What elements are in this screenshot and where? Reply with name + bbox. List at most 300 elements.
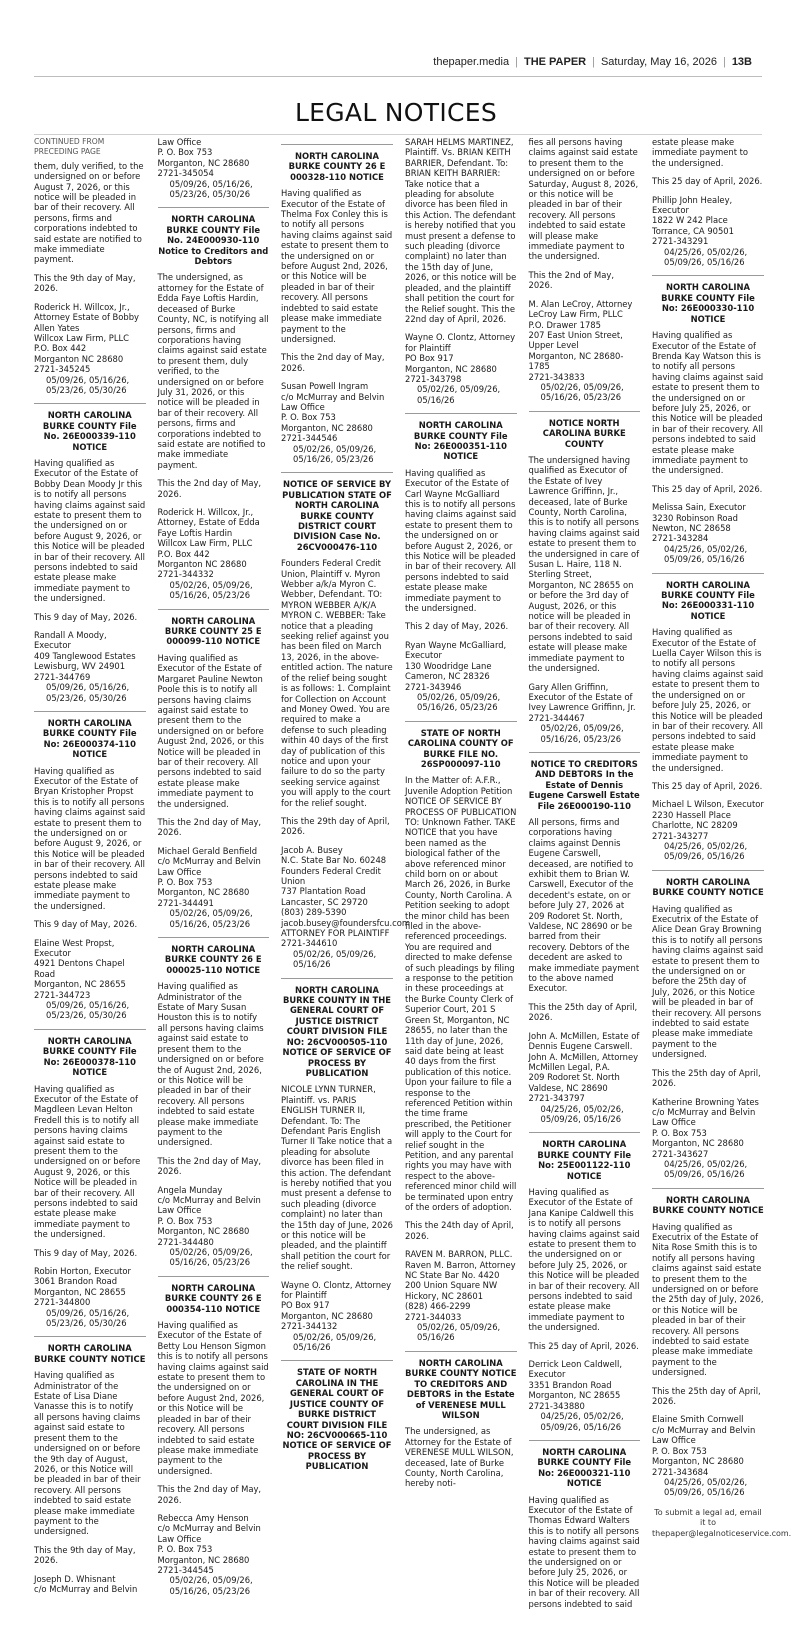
signature-line: Morganton, NC 28680 [157, 1226, 250, 1237]
signature-line: 3351 Brandon Road [528, 1379, 612, 1390]
legal-notice [652, 877, 764, 1180]
signature-line: 2721-344723 [34, 989, 91, 1000]
notice-date: This the 2nd day of May, 2026. [157, 478, 262, 499]
notice-heading: NORTH CAROLINA BURKE COUNTY File No. 26E000339-110 NOTICE [42, 410, 137, 452]
publication-dates: 04/25/26, 05/02/26, [664, 840, 748, 851]
notice-body: NICOLE LYNN TURNER, Plaintiff. vs. PARIS ENGLISH TURNER II, Defendant. To: The Defendant Paris English Turner II Take notice that a pleading for absolute divorce has been filed in this action. The defendant is hereby notified that you must present a defense to such pleading (divorce complaint) no later than the 15th day of June, 2026 or this notice will be pleaded, and the plaintiff shall petition the court for the relief sought. [281, 1084, 393, 1272]
publication-dates: 05/09/26, 05/16/26 [664, 554, 745, 565]
notice-heading: NORTH CAROLINA BURKE COUNTY File No: 25E001122-110 NOTICE [537, 1139, 632, 1181]
notice-date: This the 2nd day of May, 2026. [157, 1155, 262, 1177]
signature-line: Morganton NC 28680 [34, 353, 124, 364]
signature-line: 2721-343627 [652, 1148, 709, 1159]
legal-notice [405, 1358, 517, 1489]
publication-dates: 05/16/26, 05/23/26 [293, 453, 374, 464]
notice-body: Having qualified as Executrix of the Estate of Nita Rose Smith this is to notify all persons having claims against said estate to present them to the undersigned on or before the 25th day of July, 2026, or this Notice will be pleaded in bar of their recovery. All persons indebted to said estate please make immediate payment to the undersigned. [652, 1221, 764, 1378]
notice-column [281, 137, 411, 1632]
signature-line: Lancaster, SC 29720 [281, 896, 368, 907]
notice-heading: NOTICE TO CREDITORS AND DEBTORS In the Estate of Dennis Eugene Carswell Estate File 26E000190-110 [528, 758, 640, 811]
signature-line: Roderick H. Willcox, Jr., Attorney, Estate of Edda Faye Loftis Hardin [157, 507, 260, 538]
signature-line: Melissa Sain, Executor [652, 502, 746, 513]
notice-body: All persons, firms and corporations having claims against Dennis Eugene Carswell, deceased, are notified to exhibit them to Brian W. Carswell, Executor of the decedent's estate, on or before July 27, 2026 at 209 Rodoret St. North, Valdese, NC 28690 or be barred from their recovery. Debtors of the decedent are asked to make immediate payment to the above named Executor. [528, 816, 640, 994]
signature-line: 2230 Hassell Place [652, 809, 731, 820]
notice-body: Having qualified as Executor of the Estate of Luella Cayer Wilson this is to notify all persons having claims against said estate to present them to the undersigned on or before July 25, 2026, or this Notice will be pleaded in bar of their recovery. All persons indebted to said estate please make immediate payment to the undersigned. [652, 627, 764, 773]
signature-line: 4921 Dentons Chapel Road [34, 958, 125, 979]
signature-line: 130 Woodridge Lane [405, 660, 492, 671]
publication-dates: 05/23/26, 05/30/26 [46, 384, 127, 395]
signature-line: Ryan Wayne McGalliard, Executor [405, 639, 507, 661]
legal-notice [529, 137, 641, 403]
signature-line: Wayne O. Clontz, Attorney for Plaintiff [405, 332, 516, 353]
legal-notice [405, 137, 517, 405]
signature-line: 1822 W 242 Place [652, 215, 728, 226]
signature-line: P. O. Box 753 [157, 147, 213, 158]
notice-divider [529, 1440, 641, 1441]
page-header [0, 56, 752, 74]
publication-dates: 05/09/26, 05/16/26 [540, 1113, 622, 1124]
notice-body: Having qualified as Executor of the Estate of Bryan Kristopher Propst this is to notify all persons having claims against said estate to present them to the undersigned on or before August 9, 2026, or this Notice will be pleaded in bar of their recovery. All persons indebted to said estate please make immediate payment to the undersigned. [34, 765, 146, 911]
signature-line: Charlotte, NC 28209 [652, 820, 738, 831]
signature-line: 737 Plantation Road [281, 886, 366, 897]
notice-body: Having qualified as Executrix of the Estate of Alice Dean Gray Browning this is to notify all persons having claims against said estate to present them to the undersigned on or before the 25th day of July, 2026, or this Notice will be pleaded in bar of their recovery. All persons indebted to said estate please make immediate payment to the undersigned. [652, 903, 764, 1060]
notice-heading: NORTH CAROLINA BURKE COUNTY 26 E 000025-110 NOTICE [164, 944, 262, 975]
publication-dates: 04/25/26, 05/02/26, [540, 1411, 624, 1422]
signature-line: Lewisburg, WV 24901 [34, 661, 126, 672]
notice-divider [405, 413, 517, 414]
notice-body: fies all persons having claims against said estate to present them to the undersigned on or before Saturday, August 8, 2026, or this notice will be pleaded in bar of their recovery. All persons indebted to said estate will please make immediate payment to the undersigned. [528, 137, 639, 262]
signature-line: PO Box 917 [281, 1300, 330, 1311]
signature-line: N.C. State Bar No. 60248 [281, 855, 387, 866]
publication-dates: 05/16/26 [293, 1342, 331, 1353]
legal-notice [158, 1283, 270, 1596]
notice-heading: NORTH CAROLINA BURKE COUNTY 26 E 000328-110 NOTICE [288, 151, 386, 182]
signature-line: 2721-344491 [157, 897, 214, 908]
publication-dates: 05/09/26, 05/16/26, [46, 1000, 130, 1011]
publication-dates: 05/23/26, 05/30/26 [46, 1010, 127, 1021]
publication-dates: 05/02/26, 05/09/26, [169, 1575, 253, 1586]
signature-line: 2721-344132 [281, 1321, 338, 1332]
signature-line: Elaine Smith Cornwell [652, 1414, 744, 1425]
signature-line: c/o McMurray and Belvin [34, 1583, 138, 1594]
notice-date: This 9 day of May, 2026. [34, 611, 138, 622]
legal-notice [529, 759, 641, 1124]
signature-line: jacob.busey@foundersfcu.com [281, 917, 411, 928]
notice-body: Having qualified as Executor of the Estate of Betty Lou Henson Sigmon this is to notify all persons having claims against said estate to present them to the undersigned on or before August 2nd, 2026, or this Notice will be pleaded in bar of their recovery. All persons indebted to said estate please make immediate payment to the undersigned. [157, 1320, 269, 1476]
signature-line: 2721-343880 [528, 1400, 585, 1411]
notice-date: This 25 day of April, 2026. [528, 1340, 639, 1351]
publication-dates: 05/09/26, 05/16/26 [664, 1487, 745, 1498]
publication-dates: 05/16/26, 05/23/26 [169, 1257, 251, 1268]
notice-heading: NORTH CAROLINA BURKE COUNTY NOTICE TO CREDITORS AND DEBTORS in the Estate of VERENESE MULL WILSON [405, 1357, 517, 1420]
legal-notice [405, 420, 517, 713]
notice-body: The undersigned, as Attorney for the Estate of VERENESE MULL WILSON, deceased, late of Burke County, North Carolina, hereby noti- [405, 1426, 514, 1489]
continued-label: CONTINUED FROM PRECEDING PAGE [34, 137, 105, 157]
legal-notice [158, 616, 270, 929]
signature-line: c/o McMurray and Belvin Law Office [652, 1106, 756, 1128]
notice-divider [652, 1188, 764, 1189]
legal-notice [529, 1139, 641, 1432]
signature-line: 2721-344769 [34, 671, 91, 682]
signature-line: Valdese, NC 28690 [528, 1082, 608, 1093]
publication-dates: 05/02/26, 05/09/26, [417, 384, 501, 395]
signature-line: Roderick H. Willcox, Jr., Attorney Estate of Bobby Allen Yates [34, 301, 140, 333]
signature-line: P. O. Box 753 [157, 1215, 213, 1226]
notice-body: Having qualified as Executor of the Estate of Jana Kanipe Caldwell this is to notify all persons having claims against said estate to present them to the undersigned on or before July 25, 2026, or this Notice will be pleaded in bar of their recovery. All persons indebted to said estate please make immediate payment to the undersigned. [528, 1186, 640, 1333]
notice-divider [158, 937, 270, 938]
notice-divider [158, 207, 270, 208]
notice-heading: NORTH CAROLINA BURKE COUNTY File No: 26E000374-110 NOTICE [42, 717, 137, 760]
signature-line: Morganton, NC 28680 [405, 363, 497, 374]
notice-date: This 25 day of April, 2026. [652, 780, 763, 791]
signature-line: 209 Rodoret St. North [528, 1072, 620, 1083]
signature-line: 2721-343277 [652, 830, 709, 841]
signature-line: Randall A Moody, Executor [34, 630, 107, 651]
publication-dates: 05/02/26, 05/09/26, [169, 579, 253, 590]
signature-line: Morganton, NC 28680 [652, 1456, 744, 1467]
signature-line: P.O. Box 442 [34, 343, 87, 354]
signature-line: Elaine West Propst, Executor [34, 937, 115, 959]
header-separator: | [722, 56, 726, 68]
notice-columns [34, 137, 792, 1632]
notice-date: This 25 day of April, 2026. [652, 483, 763, 494]
publication-dates: 05/09/26, 05/16/26, [46, 374, 130, 385]
page-number: 13B [731, 56, 752, 68]
signature-line: Morganton, NC 28680 [157, 887, 250, 898]
publication-dates: 05/02/26, 05/09/26, [540, 723, 624, 734]
legal-notice [652, 282, 764, 564]
signature-line: 2721-344610 [281, 938, 338, 949]
notice-heading: NOTICE OF SERVICE BY PUBLICATION STATE OF NORTH CAROLINA BURKE COUNTY DISTRICT COURT DIVISION Case No. 26CV000476-110 [282, 479, 392, 552]
notice-divider [529, 1132, 641, 1133]
legal-notice [281, 985, 393, 1353]
publication-dates: 05/16/26, 05/23/26 [540, 392, 622, 403]
publication-dates: 05/09/26, 05/16/26 [664, 1169, 745, 1180]
signature-line: (828) 466-2299 [405, 1301, 471, 1312]
notice-heading: NORTH CAROLINA BURKE COUNTY 26 E 000354-110 NOTICE [164, 1282, 262, 1314]
publication-dates: 04/25/26, 05/02/26, [664, 246, 748, 257]
signature-line: Morganton, NC 28655 [528, 1390, 621, 1401]
signature-line: John A. McMillen, Attorney [528, 1051, 639, 1062]
publication-dates: 05/09/26, 05/16/26, [46, 1307, 130, 1318]
notice-divider [281, 144, 393, 145]
notice-body: them, duly verified, to the undersigned on or before August 7, 2026, or this notice will be pleaded in bar of their recovery. All persons, firms and corporations indebted to said estate are notified to make immediate payment. [34, 160, 144, 265]
signature-line: 2721-344033 [405, 1311, 462, 1322]
signature-line: Wayne O. Clontz, Attorney for Plaintiff [281, 1279, 392, 1301]
signature-line: Morganton, NC 28680 [281, 422, 373, 433]
signature-line: P. O. Box 753 [652, 1445, 707, 1456]
notice-divider [34, 1336, 146, 1337]
signature-line: Susan Powell Ingram [281, 381, 369, 392]
legal-notice [34, 410, 146, 703]
notice-heading: NORTH CAROLINA BURKE COUNTY 25 E 000099-110 NOTICE [164, 615, 262, 647]
notice-heading: NORTH CAROLINA BURKE COUNTY File No: 26E000351-110 NOTICE [413, 420, 508, 462]
signature-line: M. Alan LeCroy, Attorney [528, 298, 633, 309]
publication-dates: 05/02/26, 05/09/26, [169, 1247, 253, 1257]
notice-column [652, 137, 792, 1632]
legal-notice [405, 728, 517, 1343]
notice-date: This the 25th day of April, 2026. [652, 1067, 761, 1089]
signature-line: RAVEN M. BARRON, PLLC. [405, 1249, 513, 1260]
notice-date: This the 9th day of May, 2026. [34, 1544, 136, 1566]
publication-dates: 05/09/26, 05/16/26 [664, 851, 745, 862]
publication-dates: 05/09/26, 05/16/26 [540, 1421, 622, 1432]
notice-heading: NORTH CAROLINA BURKE COUNTY File No: 26E000378-110 NOTICE [42, 1035, 137, 1078]
notice-body: Having qualified as Executor of the Estate of Magdleen Levan Helton Fredell this is to notify all persons having claims against said estate to present them to the undersigned on or before August 9, 2026, or this Notice will be pleaded in bar of their recovery. All persons indebted to said estate please make immediate payment to the undersigned. [34, 1083, 141, 1240]
notice-date: This 9 day of May, 2026. [34, 1247, 138, 1258]
notice-date: This the 9th day of May, 2026. [34, 272, 136, 294]
signature-line: 200 Union Square NW [405, 1280, 498, 1291]
publication-dates: 05/02/26, 05/09/26, [293, 1331, 377, 1342]
notice-divider [281, 978, 393, 979]
notice-divider [652, 573, 764, 574]
publication-dates: 05/09/26, 05/16/26, [169, 178, 253, 189]
signature-line: Robin Horton, Executor [34, 1266, 131, 1276]
notice-divider [652, 870, 764, 871]
signature-line: Michael Gerald Benfield [157, 845, 258, 856]
notice-divider [158, 1276, 270, 1277]
notice-date: This the 25th day of April, 2026. [652, 1385, 761, 1407]
notice-body: Having qualified as Executor of the Estate of Thelma Fox Conley this is to notify all persons having claims against said estate to present them to the undersigned on or before August 2nd, 2026, or this Notice will be pleaded in bar of their recovery. All persons indebted to said estate please make immediate payment to the undersigned. [281, 188, 393, 344]
signature-line: 2721-344545 [157, 1564, 214, 1575]
signature-line: 2721-343797 [528, 1093, 585, 1104]
notice-heading: NORTH CAROLINA BURKE COUNTY IN THE GENERAL COURT OF JUSTICE DISTRICT COURT DIVISION FILE NO: 26CV000505-110 NOTICE OF SERVICE OF PROCESS BY PUBLICATION [282, 984, 392, 1078]
publication-dates: 05/16/26, 05/23/26 [169, 590, 251, 601]
header-rule [34, 76, 762, 77]
notice-divider [529, 752, 641, 753]
signature-line: P. O. Box 753 [157, 877, 213, 887]
notice-heading: NORTH CAROLINA BURKE COUNTY NOTICE [652, 1194, 764, 1216]
notice-date: This the 2nd day of May, 2026. [281, 352, 385, 373]
notice-column [405, 137, 517, 1632]
signature-line: 2721-343833 [528, 371, 585, 382]
notice-divider [34, 1029, 146, 1030]
notice-divider [529, 411, 641, 412]
signature-line: NC State Bar No. 4420 [405, 1270, 500, 1281]
notice-date: This 25 day of April, 2026. [652, 176, 763, 187]
notice-body: The undersigned having qualified as Executor of the Estate of Ivey Lawrence Griffinn, Jr., deceased, late of Burke County, North Carolina, this is to notify all persons having claims against said estate to present them to the undersigned in care of Susan L. Haire, 118 N. Sterling Street, Morganton, NC 28655 on or before the 3rd day of August, 2026, or this notice will be pleaded in bar of their recovery. All persons indebted to said estate will please make immediate payment to the undersigned. [528, 454, 640, 674]
signature-line: 3230 Robinson Road [652, 512, 738, 523]
signature-line: Morganton, NC 28680 [157, 157, 250, 168]
publication-dates: 04/25/26, 05/02/26, [664, 1158, 748, 1169]
publication-dates: 05/23/26, 05/30/26 [46, 692, 127, 703]
publication-dates: 04/25/26, 05/02/26, [540, 1103, 624, 1114]
notice-body: Founders Federal Credit Union, Plaintiff v. Myron Webber a/k/a Myron C. Webber, Defendant. TO: MYRON WEBBER A/K/A MYRON C. WEBBER: Take notice that a pleading seeking relief against you has been filed on March 13, 2026, in the above-entitled action. The nature of the relief being sought is as follows: 1. Complaint for Collection on Account and Money Owed. You are required to make a defense to such pleading within 40 days of the first day of publication of this notice and upon your failure to do so the party seeking service against you will apply to the court for the relief sought. [281, 558, 393, 808]
publication-dates: 05/16/26, 05/23/26 [417, 702, 498, 713]
notice-body: estate please make immediate payment to the undersigned. [652, 137, 749, 168]
legal-notice [34, 1036, 146, 1329]
signature-line: Willcox Law Firm, PLLC [157, 538, 253, 549]
signature-line: Phillip John Healey, Executor [652, 194, 733, 216]
signature-line: 409 Tanglewood Estates [34, 650, 136, 661]
signature-line: Morganton NC 28680 [157, 559, 247, 570]
header-separator: | [515, 56, 518, 68]
signature-line: Katherine Browning Yates [652, 1096, 759, 1107]
signature-line: Gary Allen Griffinn, Executor of the Estate of Ivey Lawrence Griffinn, Jr. [528, 681, 636, 713]
signature-line: Michael L Wilson, Executor [652, 799, 764, 810]
signature-line: Morganton, NC 28680 [157, 1554, 250, 1565]
notice-heading: NORTH CAROLINA BURKE COUNTY NOTICE [652, 876, 764, 898]
notice-date: This the 2nd of May, 2026. [528, 269, 615, 291]
notice-body: Having qualified as Executor of the Estate of Margaret Pauline Newton Poole this is to notify all persons having claims against said estate to present them to the undersigned on or before August 2nd, 2026, or this Notice will be pleaded in bar of their recovery. All persons indebted to said estate please make immediate payment to the undersigned. [157, 652, 264, 809]
signature-line: P. O. Box 753 [157, 1544, 213, 1555]
legal-notice [34, 718, 146, 1021]
notice-body: Having qualified as Executor of the Estate of Thomas Edward Walters this is to notify all persons having claims against said estate to present them to the undersigned on or before July 25, 2026, or this Notice will be pleaded in bar of their recovery. All persons indebted to said [528, 1494, 640, 1609]
signature-line: Morganton, NC 28655 [34, 979, 126, 990]
publication-dates: 05/02/26, 05/09/26, [540, 381, 624, 392]
legal-notice [158, 137, 270, 199]
notice-body: Having qualified as Executor of the Estate of Carl Wayne McGalliard this is to notify all persons having claims against said estate to present them to the undersigned on or before August 2, 2026, or this Notice will be pleaded in bar of their recovery. All persons indebted to said estate please make immediate payment to the undersigned. [405, 467, 517, 614]
notice-divider [652, 275, 764, 276]
signature-line: 207 East Union Street, Upper Level [528, 329, 623, 351]
signature-line: 2721-343946 [405, 681, 462, 692]
signature-line: LeCroy Law Firm, PLLC [528, 309, 623, 320]
signature-line: John A. McMillen, Estate of Dennis Eugene Carswell. [528, 1030, 640, 1052]
signature-line: Jacob A. Busey [281, 844, 343, 855]
signature-line: Raven M. Barron, Attorney [405, 1259, 516, 1270]
legal-notice [281, 151, 393, 464]
notice-body: Having qualified as Administrator of the Estate of Lisa Diane Vanasse this is to notify all persons having claims against said estate to present them to the undersigned on or before the 9th day of August, 2026, or this Notice will be pleaded in bar of their recovery. All persons indebted to said estate please make immediate payment to the undersigned. [34, 1370, 141, 1537]
legal-notice [34, 161, 146, 396]
signature-line: 2721-343291 [652, 236, 709, 247]
legal-notice [281, 1367, 393, 1471]
publication-dates: 05/02/26, 05/09/26, [293, 948, 377, 959]
legal-notice [158, 214, 270, 600]
signature-line: P.O. Drawer 1785 [528, 319, 601, 330]
notice-divider [281, 1360, 393, 1361]
notice-column [34, 137, 146, 1632]
signature-line: PO Box 917 [405, 353, 454, 364]
publication-dates: 05/16/26, 05/23/26 [540, 733, 622, 744]
legal-notice [34, 1343, 146, 1594]
notice-date: This the 2nd day of May, 2026. [157, 816, 262, 838]
signature-line: Angela Munday [157, 1184, 223, 1195]
legal-notice [652, 580, 764, 862]
notice-column [158, 137, 270, 1632]
signature-line: c/o McMurray and Belvin Law Office [652, 1424, 756, 1446]
publication-dates: 05/23/26, 05/30/26 [46, 1318, 127, 1329]
issue-date: Saturday, May 16, 2026 [600, 56, 717, 68]
signature-line: Morganton, NC 28680-1785 [528, 350, 624, 372]
header-separator: | [592, 56, 595, 68]
signature-line: 2721-343284 [652, 533, 709, 544]
legal-notice [529, 418, 641, 744]
notice-heading: NORTH CAROLINA BURKE COUNTY File No. 24E000930-110 Notice to Creditors and Debtors [158, 214, 269, 267]
signature-line: P. O. Box 753 [652, 1127, 707, 1138]
legal-notice [281, 479, 411, 970]
notice-body: Having qualified as Executor of the Estate of Bobby Dean Moody Jr this is to notify all persons having claims against said estate to present them to the undersigned on or before August 9, 2026, or this Notice will be pleaded in bar of their recovery. All persons indebted to said estate please make immediate payment to the undersigned. [34, 457, 146, 604]
publication-dates: 04/25/26, 05/02/26, [664, 1476, 748, 1487]
publication-dates: 05/16/26 [293, 959, 331, 970]
signature-line: (803) 289-5390 [281, 907, 347, 918]
publication-dates: 05/02/26, 05/09/26, [417, 691, 501, 702]
legal-notice [652, 137, 764, 267]
publication-dates: 05/09/26, 05/16/26, [46, 682, 130, 693]
signature-line: 2721-344332 [157, 569, 214, 580]
signature-line: 2721-344480 [157, 1236, 214, 1247]
notice-divider [158, 609, 270, 610]
notice-date: This the 25th day of April, 2026. [528, 1001, 638, 1023]
legal-notice [652, 1195, 764, 1498]
signature-line: c/o McMurray and Belvin Law Office [157, 1523, 261, 1544]
signature-line: Law Office [157, 137, 202, 147]
publication-dates: 05/16/26 [417, 1332, 455, 1343]
notice-divider [34, 711, 146, 712]
signature-line: 2721-345245 [34, 364, 91, 375]
notice-divider [405, 721, 517, 722]
submit-instructions: To submit a legal ad, email it to thepaper@legalnoticeservice.com. [652, 1507, 792, 1538]
notice-date: This 2 day of May, 2026. [405, 621, 509, 632]
site-url: thepaper.media [433, 56, 510, 68]
signature-line: Morganton, NC 28680 [652, 1138, 744, 1149]
publication-dates: 05/16/26 [417, 394, 455, 405]
publication-dates: 05/02/26, 05/09/26, [169, 908, 253, 919]
publication-dates: 04/25/26, 05/02/26, [664, 543, 748, 554]
signature-line: 2721-343684 [652, 1466, 709, 1477]
publication-dates: 05/09/26, 05/16/26 [664, 257, 745, 268]
signature-line: Rebecca Amy Henson [157, 1512, 249, 1523]
signature-line: P.O. Box 442 [157, 548, 210, 559]
signature-line: c/o McMurray and Belvin Law Office [281, 391, 385, 412]
notice-date: This the 2nd day of May, 2026. [157, 1484, 262, 1505]
signature-line: c/o McMurray and Belvin Law Office [157, 856, 261, 877]
notice-heading: NORTH CAROLINA BURKE COUNTY NOTICE [34, 1343, 146, 1364]
signature-line: 2721-344800 [34, 1297, 91, 1308]
signature-line: Morganton, NC 28655 [34, 1286, 126, 1297]
notice-date: This the 24th day of April, 2026. [405, 1220, 514, 1241]
publication-dates: 05/16/26, 05/23/26 [169, 1585, 251, 1596]
legal-notice [529, 1447, 641, 1609]
notice-divider [34, 403, 146, 404]
signature-line: 2721-343798 [405, 373, 462, 384]
signature-line: Derrick Leon Caldwell, Executor [528, 1359, 622, 1380]
notice-body: The undersigned, as attorney for the Estate of Edda Faye Loftis Hardin, deceased of Burke County, NC, is notifying all persons, firms and corporations having claims against said estate to present them, duly verified, to the undersigned on or before July 31, 2026, or this notice will be pleaded in bar of their recovery. All persons, firms and corporations indebted to said estate are notified to make immediate payment. [157, 272, 269, 470]
notice-date: This the 29th day of April, 2026. [281, 815, 390, 837]
signature-line: Newton, NC 28658 [652, 523, 731, 533]
notice-heading: NORTH CAROLINA BURKE COUNTY File No: 26E000331-110 NOTICE [661, 579, 755, 621]
signature-line: ATTORNEY FOR PLAINTIFF [281, 928, 390, 939]
notice-body: Having qualified as Executor of the Estate of Brenda Kay Watson this is to notify all persons having claims against said estate to present them to the undersigned on or before July 25, 2026, or this Notice will be pleaded in bar of their recovery. All persons indebted to said estate please make immediate payment to the undersigned. [652, 330, 764, 476]
notice-heading: STATE OF NORTH CAROLINA COUNTY OF BURKE FILE NO. 26SP000097-110 [407, 727, 514, 769]
notice-date: This 9 day of May, 2026. [34, 919, 138, 930]
notice-divider [405, 1351, 517, 1352]
signature-line: Joseph D. Whisnant [34, 1573, 116, 1584]
title-rule [34, 134, 762, 135]
paper-name: THE PAPER [523, 56, 587, 68]
signature-line: Cameron, NC 28326 [405, 671, 490, 682]
signature-line: Founders Federal Credit Union [281, 865, 381, 886]
signature-line: c/o McMurray and Belvin Law Office [157, 1194, 261, 1216]
publication-dates: 05/02/26, 05/09/26, [417, 1322, 501, 1333]
signature-line: Hickory, NC 28601 [405, 1290, 484, 1301]
signature-line: 3061 Brandon Road [34, 1276, 118, 1287]
notice-column [529, 137, 641, 1632]
publication-dates: 05/16/26, 05/23/26 [169, 918, 251, 929]
notice-divider [281, 472, 393, 473]
legal-notice [158, 944, 270, 1268]
notice-body: SARAH HELMS MARTINEZ, Plaintiff. Vs. BRIAN KEITH BARRIER, Defendant. To: BRIAN KEITH BARRIER: Take notice that a pleading for absolute divorce has been filed in this Action. The defendant is hereby notified that you must present a defense to such pleading (divorce complaint) no later than the 15th day of June, 2026, or this notice will be pleaded, and the plaintiff shall petition the court for the Relief sought. This the 22nd day of April, 2026. [405, 137, 517, 324]
notice-heading: STATE OF NORTH CAROLINA IN THE GENERAL COURT OF JUSTICE COUNTY OF BURKE DISTRICT COURT DIVISION FILE NO: 26CV000665-110 NOTICE OF SERVICE OF PROCESS BY PUBLICATION [282, 1367, 392, 1472]
signature-line: 2721-344467 [528, 712, 585, 723]
signature-line: Torrance, CA 90501 [652, 225, 734, 236]
notice-heading: NOTICE NORTH CAROLINA BURKE COUNTY [542, 417, 626, 449]
notice-body: Having qualified as Administrator of the Estate of Mary Susan Houston this is to notify all persons having claims against said estate to present them to the undersigned on or before the of August 2nd, 2026, or this Notice will be pleaded in bar of their recovery. All persons indebted to said estate please make immediate payment to the undersigned. [157, 981, 264, 1148]
signature-line: Willcox Law Firm, PLLC [34, 332, 130, 343]
notice-heading: NORTH CAROLINA BURKE COUNTY File No: 26E000321-110 NOTICE [537, 1446, 632, 1489]
signature-line: Morganton, NC 28680 [281, 1310, 373, 1321]
signature-line: P. O. Box 753 [281, 412, 336, 423]
signature-line: McMillen Legal, P.A. [528, 1061, 611, 1072]
section-title: LEGAL NOTICES [294, 98, 498, 127]
notice-body: In the Matter of: A.F.R., Juvenile Adoption Petition NOTICE OF SERVICE BY PROCESS OF PUBLICATION TO: Unknown Father. TAKE NOTICE that you have been named as the biological father of the above referenced minor child born on or about March 26, 2026, in Burke County, North Carolina. A Petition seeking to adopt the minor child has been filed in the above-referenced proceedings. You are required and directed to make defense of such pleadings by filing a response to the petition in these proceedings at the Burke County Clerk of Superior Court, 201 S Green St, Morganton, NC 28655, no later than the 11th day of June, 2026, said date being at least 40 days from the first publication of this notice. Upon your failure to file a response to the referenced Petition within the time frame prescribed, the Petitioner will apply to the Court for relief sought in the Petition, and any parental rights you may have with respect to the above-referenced minor child will be terminated upon entry of the orders of adoption. [405, 775, 517, 1212]
